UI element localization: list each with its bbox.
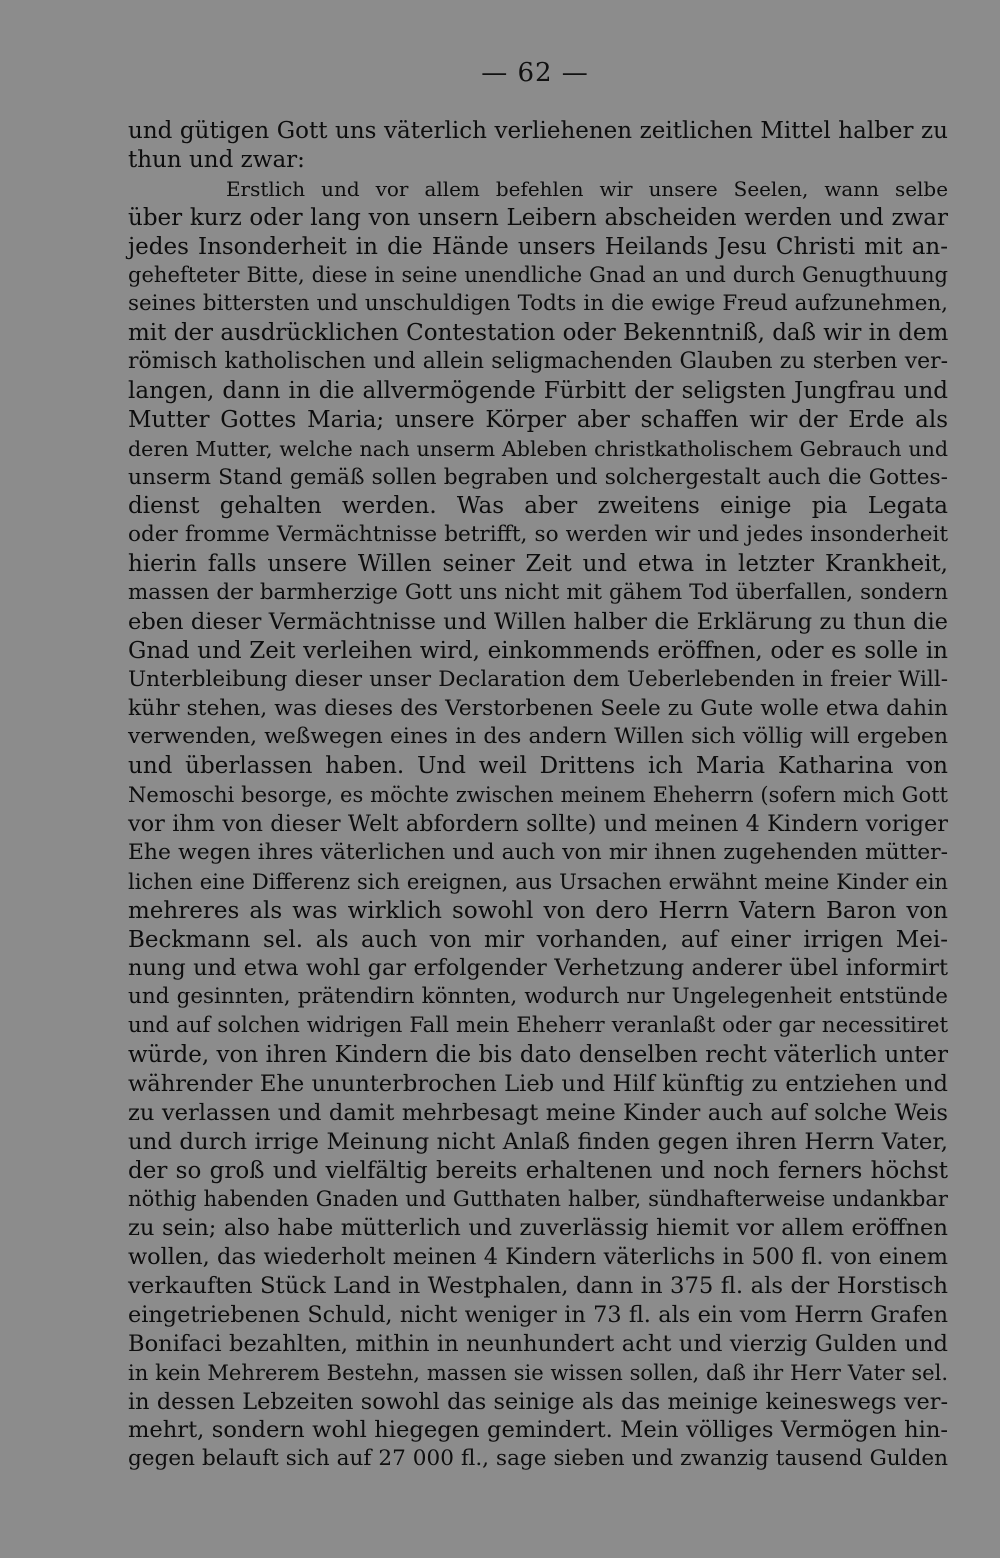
- page-number: — 62 —: [481, 58, 589, 88]
- text-line: und durch irrige Meinung nicht Anlaß finden gegen ihren Herrn Vater,: [128, 1128, 948, 1155]
- text-line: mehreres als was wirklich sowohl von dero Herrn Vatern Baron von: [128, 897, 948, 924]
- text-line: Bonifaci bezahlten, mithin in neunhundert acht und vierzig Gulden und: [128, 1330, 948, 1357]
- text-line: verkauften Stück Land in Westphalen, dann in 375 fl. als der Horstisch: [128, 1273, 948, 1299]
- text-line: zu verlassen und damit mehrbesagt meine Kinder auch auf solche Weis: [128, 1099, 948, 1126]
- text-line: über kurz oder lang von unsern Leibern abscheiden werden und zwar: [128, 204, 948, 231]
- text-line: Gnad und Zeit verleihen wird, einkommends eröffnen, oder es solle in: [128, 637, 948, 664]
- text-line: römisch katholischen und allein seligmachenden Glauben zu sterben ver-: [128, 349, 948, 374]
- text-line: nung und etwa wohl gar erfolgender Verhetzung anderer übel informirt: [128, 955, 948, 982]
- text-line: gegen belauft sich auf 27 000 fl., sage sieben und zwanzig tausend Gulden: [128, 1446, 948, 1472]
- text-line: und gesinnten, prätendirn könnten, wodurch nur Ungelegenheit entstünde: [128, 984, 948, 1010]
- text-line: Unterbleibung dieser unser Declaration dem Ueberlebenden in freier Will-: [128, 666, 948, 692]
- text-line: verwenden, weßwegen eines in des andern Willen sich völlig will ergeben: [128, 724, 948, 750]
- text-line: kühr stehen, was dieses des Verstorbenen Seele zu Gute wolle etwa dahin: [128, 695, 948, 721]
- text-line: wollen, das wiederholt meinen 4 Kindern väterlichs in 500 fl. von einem: [128, 1244, 948, 1271]
- text-line: der so groß und vielfältig bereits erhaltenen und noch ferners höchst: [128, 1157, 948, 1184]
- text-line: in kein Mehrerem Bestehn, massen sie wissen sollen, daß ihr Herr Vater sel.: [128, 1359, 948, 1385]
- text-line: thun und zwar:: [128, 146, 305, 173]
- text-line: nöthig habenden Gnaden und Gutthaten halber, sündhafterweise undankbar: [128, 1186, 948, 1212]
- body-text: [128, 117, 948, 1474]
- text-line: hierin falls unsere Willen seiner Zeit und etwa in letzter Krankheit,: [128, 551, 948, 578]
- text-line: dienst gehalten werden. Was aber zweitens einige pia Legata: [128, 493, 948, 520]
- text-line: und überlassen haben. Und weil Drittens ich Maria Katharina von: [128, 753, 948, 780]
- text-line: Nemoschi besorge, es möchte zwischen meinem Eheherrn (sofern mich Gott: [128, 782, 948, 808]
- text-line: währender Ehe ununterbrochen Lieb und Hilf künftig zu entziehen und: [128, 1070, 948, 1097]
- text-line: vor ihm von dieser Welt abfordern sollte) und meinen 4 Kindern voriger: [128, 811, 948, 837]
- text-line: Mutter Gottes Maria; unsere Körper aber schaffen wir der Erde als: [128, 406, 948, 433]
- text-line: seines bittersten und unschuldigen Todts in die ewige Freud aufzunehmen,: [128, 291, 948, 317]
- text-line: Beckmann sel. als auch von mir vorhanden, auf einer irrigen Mei-: [128, 926, 948, 953]
- text-line: und gütigen Gott uns väterlich verliehenen zeitlichen Mittel halber zu: [128, 118, 948, 144]
- text-line: Ehe wegen ihres väterlichen und auch von mir ihnen zugehenden mütter-: [128, 839, 948, 865]
- text-line: eingetriebenen Schuld, nicht weniger in 73 fl. als ein vom Herrn Grafen: [128, 1301, 948, 1328]
- text-line: mehrt, sondern wohl hiegegen gemindert. Mein völliges Vermögen hin-: [128, 1417, 948, 1444]
- text-line: unserm Stand gemäß sollen begraben und solchergestalt auch die Gottes-: [128, 464, 948, 490]
- text-line: jedes Insonderheit in die Hände unsers Heilands Jesu Christi mit an-: [128, 233, 948, 260]
- text-line: deren Mutter, welche nach unserm Ableben christkatholischem Gebrauch und: [128, 436, 948, 461]
- text-line: lichen eine Differenz sich ereignen, aus Ursachen erwähnt meine Kinder ein: [128, 868, 948, 894]
- text-line: Erstlich und vor allem befehlen wir unsere Seelen, wann selbe: [226, 176, 948, 201]
- text-line: massen der barmherzige Gott uns nicht mit gähem Tod überfallen, sondern: [128, 580, 948, 605]
- text-line: mit der ausdrücklichen Contestation oder Bekenntniß, daß wir in dem: [128, 320, 949, 347]
- text-line: würde, von ihren Kindern die bis dato denselben recht väterlich unter: [128, 1042, 948, 1068]
- text-line: zu sein; also habe mütterlich und zuverlässig hiemit vor allem eröffnen: [128, 1215, 948, 1242]
- text-line: in dessen Lebzeiten sowohl das seinige als das meinige keineswegs ver-: [128, 1388, 948, 1415]
- text-line: und auf solchen widrigen Fall mein Eheherr veranlaßt oder gar necessitiret: [128, 1013, 948, 1039]
- text-line: oder fromme Vermächtnisse betrifft, so werden wir und jedes insonderheit: [128, 522, 948, 548]
- text-line: eben dieser Vermächtnisse und Willen halber die Erklärung zu thun die: [128, 608, 948, 635]
- text-line: gehefteter Bitte, diese in seine unendliche Gnad an und durch Genugthuung: [128, 262, 948, 288]
- text-line: langen, dann in die allvermögende Fürbitt der seligsten Jungfrau und: [128, 377, 948, 404]
